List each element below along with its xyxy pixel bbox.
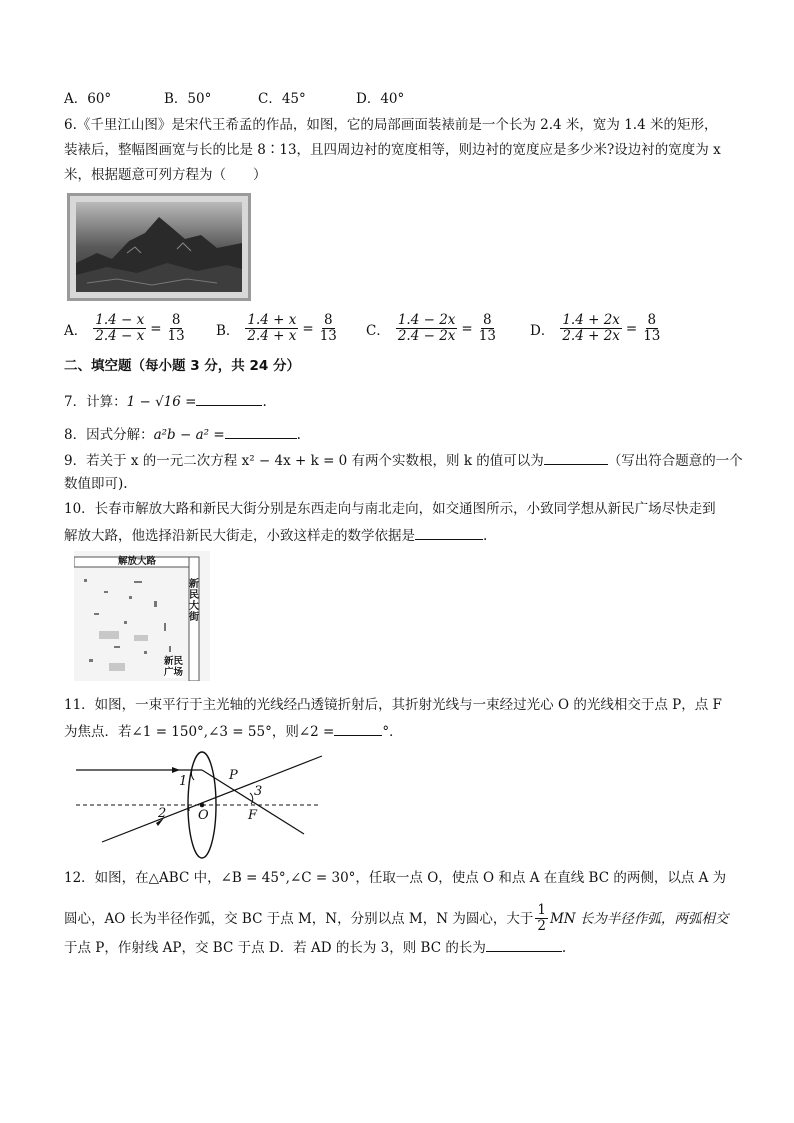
map-road-xinmin: 新 民 大 街 [189,579,199,623]
lens-label-o: O [198,808,209,823]
q8-answer-blank[interactable] [225,425,297,439]
q5-option-d: D．40° [356,91,405,107]
map-road-jiefang: 解放大路 [118,556,157,567]
painting-image [67,193,251,301]
q6-option-a: A． $\frac{1.4 - x}{2.4 - x}$ = $\frac{8}{13}$ [64,312,185,344]
map-square: 新民 广场 [164,656,184,678]
lens-label-p: P [229,768,238,783]
traffic-map [74,551,210,681]
q12-line-3: 于点 P，作射线 AP，交 BC 于点 D．若 AD 的长为 3，则 BC 的长为 . [64,940,567,956]
q11-answer-blank[interactable] [334,722,382,736]
q12-line-1: 12．如图，在△ABC 中，∠B = 45°,∠C = 30°，任取一点 O，使点 O 和点 A 在直线 BC 的两侧，以点 A 为 [64,870,727,886]
section-2-title: 二、填空题（每小题 3 分，共 24 分） [64,358,300,374]
q7: 7．计算：1 − √16 = . [64,394,267,410]
q9-line-2: 数值即可). [64,476,128,492]
q5-option-a: A．60° [64,91,112,107]
q7-answer-blank[interactable] [196,392,262,406]
q8: 8．因式分解：a²b − a² = . [64,427,301,443]
q10-line-1: 10．长春市解放大路和新民大街分别是东西走向与南北走向，如交通图所示，小致同学想从新民广场尽快走到 [64,501,716,517]
lens-label-3: 3 [254,784,263,799]
q6-line-3: 米，根据题意可列方程为（ ） [64,167,267,183]
q6-option-d: D． $\frac{1.4 + 2x}{2.4 + 2x}$ = $\frac{8}{13}$ [530,312,661,344]
q9-answer-blank[interactable] [544,451,608,465]
q11-line-1: 11．如图，一束平行于主光轴的光线经凸透镜折射后，其折射光线与一束经过光心 O 的光线相交于点 P，点 F [64,697,722,713]
lens-label-2: 2 [158,806,167,821]
lens-label-f: F [248,808,258,823]
lens-label-1: 1 [179,774,188,789]
q5-option-b: B．50° [164,91,212,107]
q10-line-2: 解放大路，他选择沿新民大街走，小致这样走的数学依据是 . [64,528,488,544]
q5-option-c: C．45° [258,91,306,107]
q6-option-c: C． $\frac{1.4 - 2x}{2.4 - 2x}$ = $\frac{8}{13}$ [366,312,496,344]
q12-half-fraction: $\frac{1}{2}$ [537,902,546,934]
q11-line-2: 为焦点．若∠1 = 150°,∠3 = 55°，则∠2 = °． [64,724,403,740]
q10-answer-blank[interactable] [415,526,483,540]
q12-line-2: 圆心，AO 长为半径作弧，交 BC 于点 M，N，分别以点 M，N 为圆心，大于 $\frac{1}{2}$ MN 长为半径作弧，两弧相交 [64,902,729,934]
q6-line-2: 装裱后，整幅图画宽与长的比是 8∶13，且四周边衬的宽度相等，则边衬的宽度应是多少米?设边衬的宽度为 x [64,142,721,158]
q9-line-1: 9．若关于 x 的一元二次方程 x² − 4x + k = 0 有两个实数根，则 k 的值可以为 （写出符合题意的一个 [64,453,743,469]
q6-option-b: B． $\frac{1.4 + x}{2.4 + x}$ = $\frac{8}{13}$ [216,312,337,344]
lens-diagram [72,748,328,860]
q12-answer-blank[interactable] [486,938,562,952]
q6-line-1: 6.《千里江山图》是宋代王希孟的作品，如图，它的局部画面装裱前是一个长为 2.4 米，宽为 1.4 米的矩形， [64,117,718,133]
